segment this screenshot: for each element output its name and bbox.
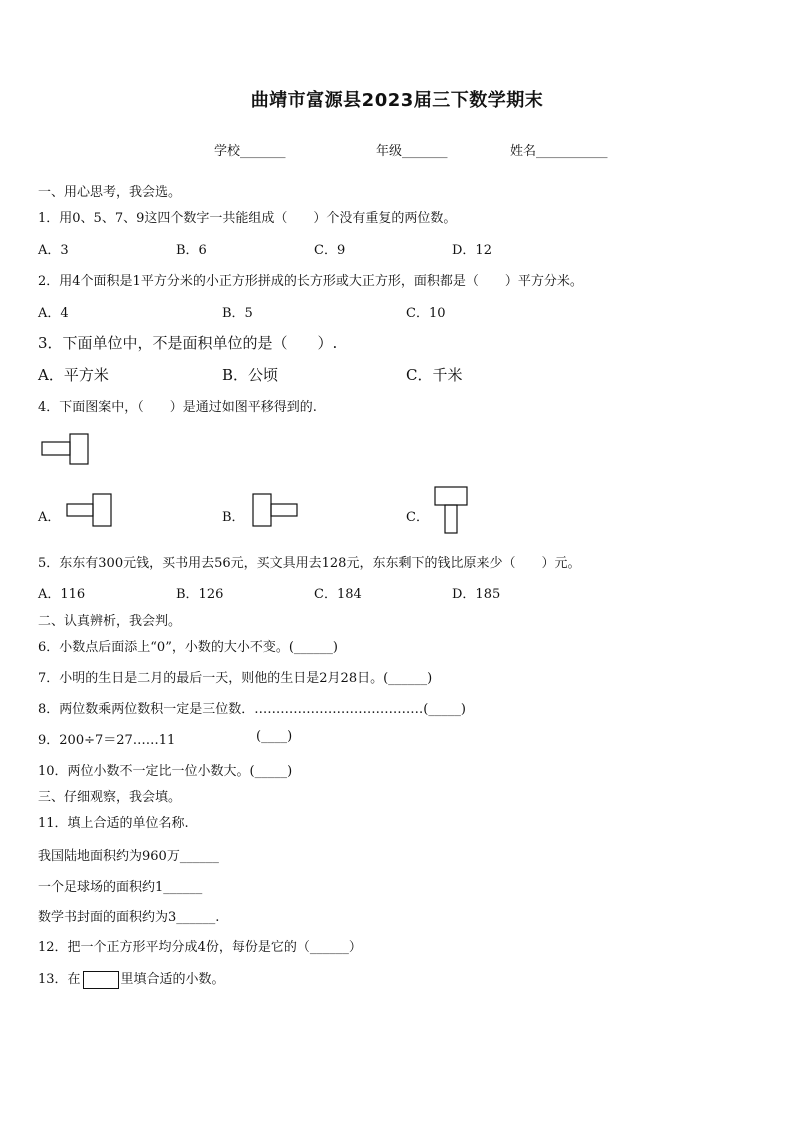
q2-option-a[interactable]: A．4 [38, 306, 69, 321]
q1-option-b[interactable]: B．6 [176, 243, 207, 258]
q2-option-c[interactable]: C．10 [406, 306, 446, 321]
school-field[interactable]: 学校_______ [214, 144, 286, 159]
question-12: 12．把一个正方形平均分成4份，每份是它的（______） [38, 940, 362, 955]
name-field[interactable]: 姓名___________ [510, 144, 608, 159]
grade-field[interactable]: 年级_______ [376, 144, 448, 159]
question-11: 11．填上合适的单位名称. [38, 816, 189, 831]
q5-option-d[interactable]: D．185 [452, 587, 501, 602]
question-13 [38, 968, 225, 989]
q1-option-a[interactable]: A．3 [38, 243, 69, 258]
q5-option-a[interactable]: A．116 [38, 587, 86, 602]
q4-option-b-figure[interactable] [250, 492, 302, 528]
q4-option-c[interactable]: C． [406, 510, 429, 525]
q3-option-c[interactable]: C．千米 [406, 366, 463, 384]
q4-option-a-figure[interactable] [64, 492, 116, 528]
q13-prefix: 13．在 [38, 972, 81, 987]
question-8: 8．两位数乘两位数积一定是三位数．…………………………………(_____) [38, 702, 466, 717]
question-5: 5．东东有300元钱，买书用去56元，买文具用去128元，东东剩下的钱比原来少（ ）元。 [38, 556, 581, 571]
q4-option-c-figure[interactable] [432, 485, 472, 537]
q11-line-3: 数学书封面的面积约为3______. [38, 910, 220, 925]
q5-option-c[interactable]: C．184 [314, 587, 362, 602]
q3-option-b[interactable]: B．公顷 [222, 366, 279, 384]
q5-option-b[interactable]: B．126 [176, 587, 224, 602]
section-3-heading: 三、仔细观察，我会填。 [38, 790, 182, 805]
question-3: 3．下面单位中，不是面积单位的是（ ）. [38, 334, 338, 352]
q11-line-2: 一个足球场的面积约1______ [38, 880, 203, 895]
question-10: 10．两位小数不一定比一位小数大。(_____) [38, 764, 293, 779]
section-1-heading: 一、用心思考，我会选。 [38, 185, 182, 200]
question-6: 6．小数点后面添上“0”，小数的大小不变。(______) [38, 640, 338, 655]
question-9: 9．200÷7＝27……11 [38, 733, 176, 748]
question-7: 7．小明的生日是二月的最后一天，则他的生日是2月28日。(______) [38, 671, 433, 686]
q13-answer-box[interactable] [83, 971, 119, 989]
question-2: 2．用4个面积是1平方分米的小正方形拼成的长方形或大正方形，面积都是（ ）平方分米。 [38, 274, 583, 289]
q3-option-a[interactable]: A．平方米 [38, 366, 109, 384]
question-4: 4．下面图案中，（ ）是通过如图平移得到的. [38, 400, 317, 415]
q4-option-b[interactable]: B． [222, 510, 245, 525]
question-1: 1．用0、5、7、9这四个数字一共能组成（ ）个没有重复的两位数。 [38, 211, 457, 226]
q1-option-d[interactable]: D．12 [452, 243, 492, 258]
page-title: 曲靖市富源县2023届三下数学期末 [250, 90, 544, 111]
q2-option-b[interactable]: B．5 [222, 306, 253, 321]
q1-option-c[interactable]: C．9 [314, 243, 346, 258]
q11-line-1: 我国陆地面积约为960万______ [38, 849, 219, 864]
q4-option-a[interactable]: A． [38, 510, 61, 525]
section-2-heading: 二、认真辨析，我会判。 [38, 614, 182, 629]
q4-reference-figure [40, 432, 92, 466]
question-9-answer-blank[interactable]: (____) [256, 729, 293, 744]
q13-suffix: 里填合适的小数。 [120, 972, 225, 987]
